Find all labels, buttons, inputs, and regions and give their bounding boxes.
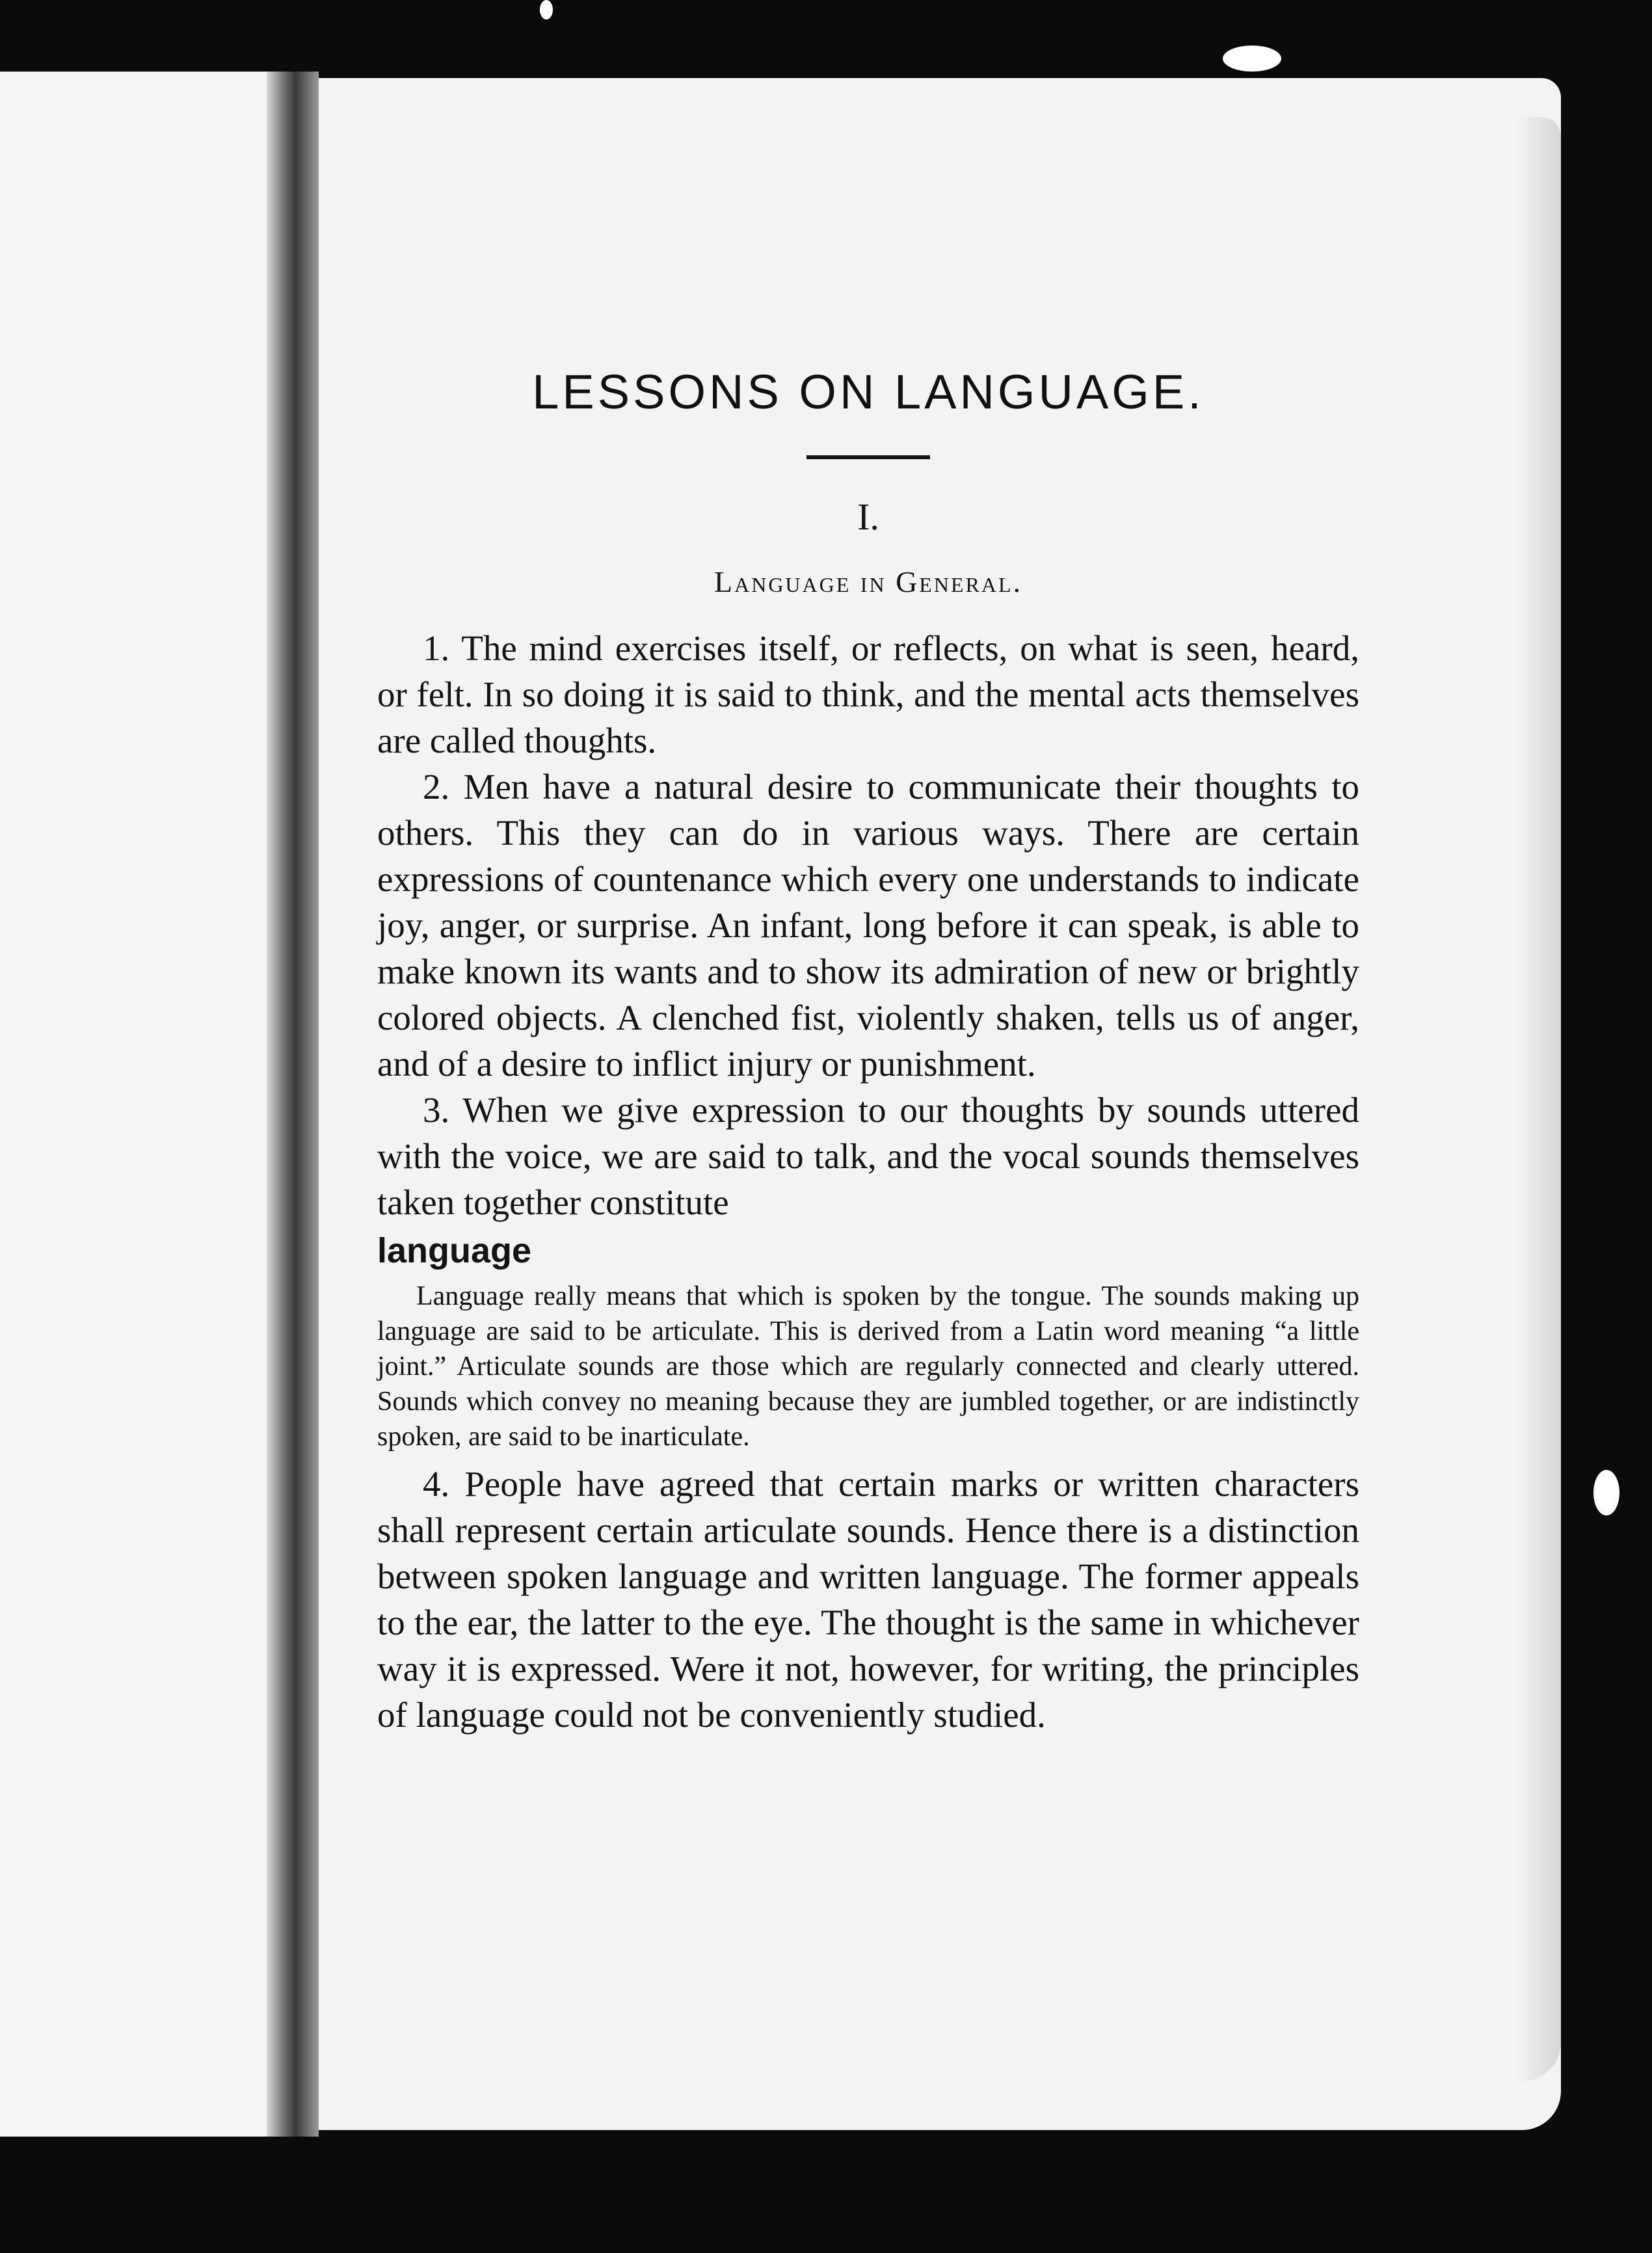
page-title: LESSONS ON LANGUAGE. xyxy=(532,365,1205,419)
page-edge-shadow xyxy=(1515,117,1561,2081)
explanatory-note: Language really means that which is spoken by the tongue. The sounds making up language are said to be articulate. This is derived from a Latin word meaning “a little joint.” Articulate sounds are those which are regularly connected and clearly uttered. Sounds which convey no meaning because they are jumbled together, or are indistinctly spoken, are said to be inarticulate. xyxy=(377,1281,1359,1452)
book-gutter xyxy=(267,72,319,2137)
paragraph-2 xyxy=(377,764,1359,1087)
title-rule xyxy=(806,455,930,459)
left-page xyxy=(0,72,267,2137)
paragraph-number: 3. xyxy=(423,1090,450,1130)
paragraph-1 xyxy=(377,625,1359,764)
page-content xyxy=(377,364,1359,1738)
defined-term: language xyxy=(377,1231,532,1270)
paragraph-number: 2. xyxy=(423,767,450,807)
section-heading: Language in General. xyxy=(714,565,1022,598)
paragraph-text: People have agreed that certain marks or written characters shall represent certain articulate sounds. Hence there is a distinction between spoken language and written language. The former appeals to the ear, the latter to the eye. The thought is the same in whichever way it is expressed. Were it not, however, for writing, the principles of language could not be conveniently studied. xyxy=(377,1464,1359,1735)
paragraph-3 xyxy=(377,1087,1359,1225)
chapter-numeral: I. xyxy=(857,496,879,538)
paragraph-4 xyxy=(377,1461,1359,1738)
paper-speck xyxy=(540,0,553,20)
paper-speck xyxy=(1223,46,1281,72)
paragraph-text: When we give expression to our thoughts by sounds uttered with the voice, we are said to talk, and the vocal sounds themselves taken together constitute xyxy=(377,1090,1359,1222)
paper-speck xyxy=(1593,1470,1619,1515)
paragraph-text: The mind exercises itself, or reflects, on what is seen, heard, or felt. In so doing it is said to think, and the mental acts themselves are called thoughts. xyxy=(377,628,1359,760)
paragraph-number: 4. xyxy=(423,1464,450,1504)
paragraph-number: 1. xyxy=(423,628,450,668)
paragraph-text: Men have a natural desire to communicate their thoughts to others. This they can do in various ways. There are certain expressions of countenance which every one understands to indicate joy, anger, or surprise. An infant, long before it can speak, is able to make known its wants and to show its admiration of new or brightly colored objects. A clenched fist, violently shaken, tells us of anger, and of a desire to inflict injury or punishment. xyxy=(377,767,1359,1084)
